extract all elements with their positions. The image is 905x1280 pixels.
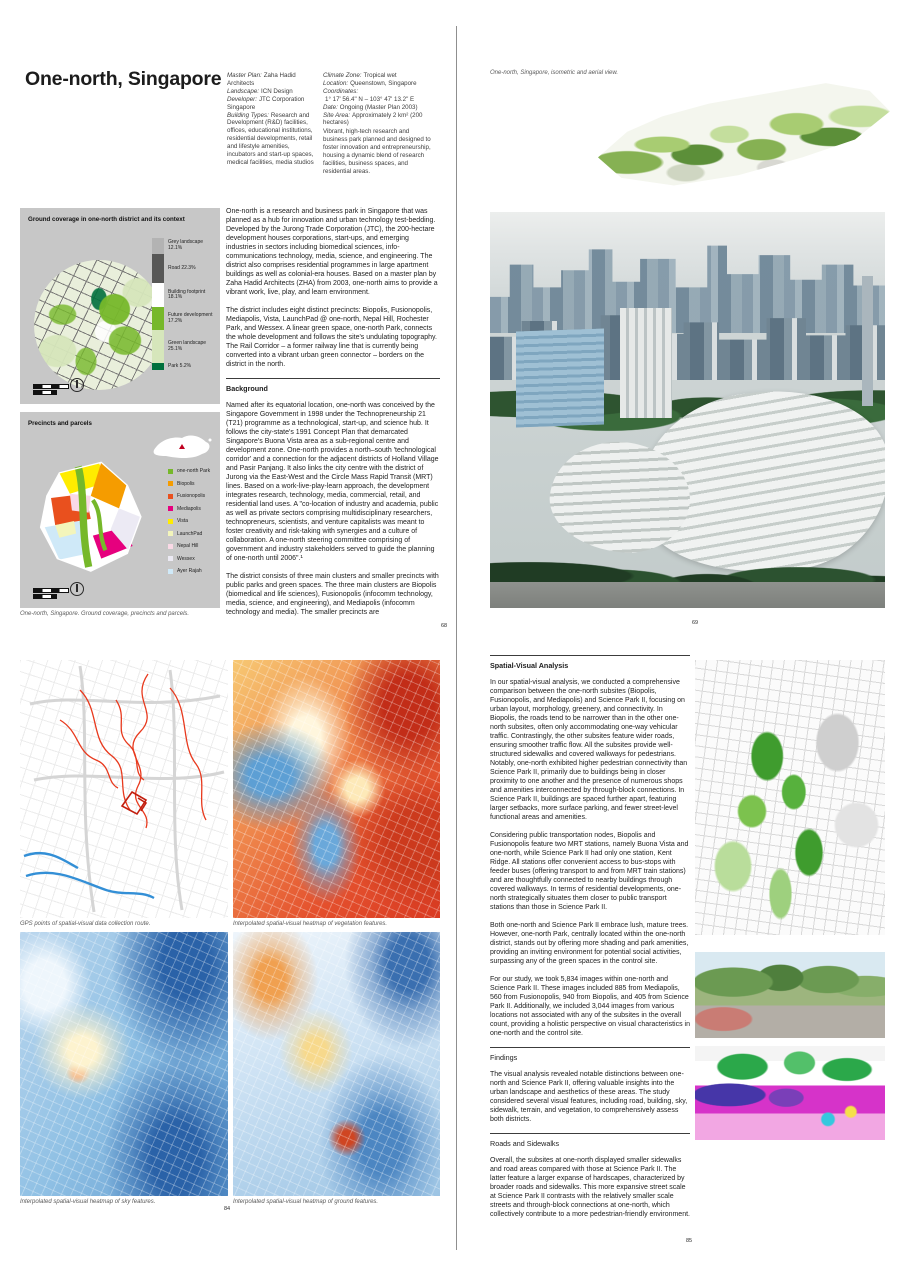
meta-line: Date: Ongoing (Master Plan 2003) — [323, 103, 418, 111]
city-skyline — [490, 238, 885, 333]
paragraph: Named after its equatorial location, one-north was conceived by the Singapore Government in 1998 under the Technopreneurship 21 (T21) programme as a technological, start-up, and science hub. It follows the city-state's 1991 Concept Plan that demarcated Singapore's Buona Vista area as a sub-regional centre and development zone. One-north provides a north–south 'technological corridor' and a connection for the adjacent districts of Holland Village and Pasir Panjang. It also links the city centre with the district of Jurong via the East-West and the Circle Mass Rapid Transit (MRT) lines. Based on a work-live-play-learn approach, the development integrates research, technology, media, commercial, retail, and residential land uses. A "co-location of industry and academia, public as well as private sectors comprising multidisciplinary researchers, technopreneurs, scientists, and venture capitalists was meant to foster creativity and risk-taking with synergies and a culture of collaboration. A one-north steering committee comprising of government and industry stakeholders served to guide the planning of one-north until 2006".¹ — [226, 402, 439, 562]
legend-item — [168, 493, 216, 499]
legend-label: Green landscape 25.1% — [168, 339, 207, 352]
legend-item — [168, 468, 216, 474]
roads-paragraphs — [490, 1156, 690, 1219]
ground-coverage-panel — [20, 208, 220, 404]
paragraph: In our spatial-visual analysis, we conducted a comprehensive comparison between the one-north subsites (Biopolis, Fusionopolis, and Mediapolis) and Science Park II, focusing on urban layout, morphology, greenery, and connectivity. In Biopolis, the roads tend to be narrower than in the other one-north subsites, often only accommodating one-way vehicular traffic. Contrastingly, the other subsites feature wider roads, ensuring smoother traffic flow. All the subsites provide well-structured sidewalks and covered walkways for pedestrians. Notably, one-north exhibited higher pedestrian connectivity than Science Park II, primarily due to buildings being in closer proximity to one another and the presence of numerous shops and amenities interconnected by through-block connections. In Science Park II, buildings are spaced further apart, featuring larger setbacks, more surface parking, and fewer street-level functional areas and amenities. — [490, 679, 688, 821]
street-panorama-photo — [695, 952, 885, 1038]
legend-label: Nepal Hill — [177, 543, 199, 549]
meta-line: Location: Queenstown, Singapore — [323, 79, 417, 87]
legend-label: Grey landscape 12.1% — [168, 239, 204, 251]
sky-heatmap — [20, 932, 228, 1196]
legend-label: Building footprint 18.1% — [168, 288, 206, 301]
legend-label: Mediapolis — [177, 505, 201, 512]
meta-summary: Vibrant, high-tech research and business park planned and designed to foster innovation and entrepreneurship, housing a dynamic blend of research facilities, business spaces, and residential areas. — [323, 128, 431, 175]
findings-heading: Findings — [490, 1053, 518, 1062]
legend-swatch — [168, 469, 173, 474]
legend-swatch — [168, 506, 173, 511]
aerial-photo — [490, 212, 885, 608]
meta-column-2 — [323, 72, 435, 127]
gps-routes — [20, 660, 228, 918]
panel-title: Precincts and parcels — [28, 420, 92, 427]
figure-caption: Interpolated spatial-visual heatmap of ground features. — [233, 1199, 379, 1205]
precincts-panel — [20, 412, 220, 608]
legend-item — [152, 363, 216, 370]
page-title: One-north, Singapore — [25, 68, 222, 90]
figure-caption: One-north, Singapore. Ground coverage, precincts and parcels. — [20, 611, 190, 617]
figure-caption: Interpolated spatial-visual heatmap of vegetation features. — [233, 921, 388, 927]
foreground-road — [490, 582, 885, 608]
legend-label: Ayer Rajah — [177, 568, 202, 574]
meta-line: Climate Zone: Tropical wet — [323, 72, 397, 79]
meta-line: Coordinates: — [323, 87, 359, 95]
legend-item — [168, 506, 216, 512]
segmented-image — [695, 1046, 885, 1140]
legend-label: Park 5.2% — [168, 362, 192, 369]
legend-label: Future development 17.2% — [168, 311, 213, 324]
paragraph: For our study, we took 5,834 images within one-north and Science Park II. These images included 885 from Mediapolis, 560 from Fusionopolis, 940 from Biopolis, and 405 from Science Park II. Additionally, we included 3,044 images from various locations not associated with any of the subsites in the overall count, providing a holistic perspective on visual characteristics in one-north and the control site. — [490, 976, 690, 1037]
intro-text — [226, 207, 440, 626]
page-number: 69 — [692, 620, 699, 626]
legend-swatch — [152, 254, 164, 283]
legend-swatch — [168, 569, 173, 574]
gps-route-map — [20, 660, 228, 918]
legend-item — [152, 283, 216, 307]
legend-swatch — [152, 238, 164, 254]
section-rule — [226, 378, 440, 379]
meta-line: Building Types: Research and Development (R&D) facilities, offices, educational institutions, residential developments, retail and lifestyle amenities, incubators and start-up spaces, medical facilities, media studios — [227, 111, 314, 166]
background-paragraphs — [226, 401, 440, 617]
precincts-legend — [168, 468, 216, 581]
legend-swatch — [168, 556, 173, 561]
section-rule — [490, 1133, 690, 1134]
paragraph: The district consists of three main clusters and smaller precincts with public parks and green spaces. The three main clusters are Biopolis (biomedical and life sciences), Fusionopolis (infocomm technology, media, science, and engineering), and Mediapolis (infocomm technology and media). The smaller precincts are — [226, 573, 439, 616]
page-divider — [456, 26, 457, 1250]
site-network-map — [695, 660, 885, 935]
ground-coverage-map — [34, 260, 164, 390]
legend-item — [152, 238, 216, 254]
legend-label: Fusionopolis — [177, 493, 206, 499]
figure-caption: GPS points of spatial-visual data collection route. — [20, 921, 151, 927]
vegetation-heatmap — [233, 660, 440, 918]
paragraph: Overall, the subsites at one-north displayed smaller sidewalks and road areas compared with those at Science Park II. The latter feature a larger expanse of hardscapes, characterized by broader roads and sidewalks. This more expansive street scale at Science Park II contrasts with the relatively smaller scale streets and through-block connections at one-north, which collectively contribute to a more pedestrian-friendly environment. — [490, 1157, 690, 1218]
intro-paragraphs — [226, 207, 440, 369]
page-number: 84 — [224, 1206, 231, 1212]
isometric-site-plan — [598, 78, 890, 206]
figure-caption: Interpolated spatial-visual heatmap of sky features. — [20, 1199, 156, 1205]
legend-swatch — [168, 481, 173, 486]
section-rule — [490, 655, 690, 656]
north-arrow-icon — [70, 378, 84, 392]
legend-swatch — [168, 544, 173, 549]
analysis-paragraphs — [490, 678, 690, 1038]
legend-label: Road 22.3% — [168, 264, 196, 271]
legend-item — [152, 307, 216, 330]
legend-item — [152, 254, 216, 283]
background-heading: Background — [226, 384, 268, 393]
legend-swatch — [152, 363, 164, 370]
analysis-text — [490, 655, 690, 1228]
legend-item — [152, 330, 216, 363]
legend-swatch — [152, 307, 164, 330]
north-arrow-icon — [70, 582, 84, 596]
meta-line: Developer: JTC Corporation Singapore — [227, 95, 305, 111]
precincts-map — [28, 454, 164, 590]
legend-item — [168, 543, 216, 549]
legend-item — [168, 518, 216, 524]
panel-title: Ground coverage in one-north district and its context — [28, 216, 185, 223]
legend-label: one-north Park — [177, 468, 211, 474]
legend-swatch — [168, 531, 173, 536]
paragraph: Considering public transportation nodes, Biopolis and Fusionopolis feature two MRT stations, namely Buona Vista and one-north, while Science Park II had only one station, Kent Ridge. All stations offer convenient access to bus-stops with feeder buses (offering transport to and from MRT train stations) and are thoughtfully connected to nearby buildings through covered walkways. In terms of residential developments, one-north strategically situates them closer to public transport stations than those in Science Park II. — [490, 832, 689, 911]
legend-item — [168, 556, 216, 562]
legend-swatch — [168, 494, 173, 499]
meta-line: 1° 17' 56.4" N – 103° 47' 13.2" E — [325, 95, 415, 103]
legend-swatch — [152, 330, 164, 363]
meta-line: Landscape: ICN Design — [227, 87, 293, 95]
paragraph: One-north is a research and business park in Singapore that was planned as a hub for innovation and urban technology test-bedding. Developed by the Jurong Trade Corporation (JTC), the 200-hectare development houses corporations, start-ups, and emerging industries in sectors including biomedical sciences, info-communications technology, media, science, and engineering. The district also comprises residential programmes in large apartment buildings as well as colonial-era houses. Based on a master plan by Zaha Hadid Architects (ZHA) from 2003, one-north aims to provide a vibrant work, live, play, and learn environment. — [226, 208, 438, 296]
ground-coverage-legend — [152, 238, 216, 370]
white-towers — [620, 308, 672, 418]
page-number: 85 — [686, 1238, 693, 1244]
legend-swatch — [152, 283, 164, 307]
page-number: 68 — [441, 623, 448, 629]
legend-item — [168, 481, 216, 487]
scale-bar — [33, 384, 69, 396]
legend-label: Biopolis — [177, 480, 195, 487]
meta-line: Site Area: Approximately 2 km² (200 hectares) — [323, 111, 423, 127]
ground-heatmap — [233, 932, 440, 1196]
paragraph: Both one-north and Science Park II embrace lush, mature trees. However, one-north Park, centrally located within the one-north district, stands out by offering more shading and park amenities, providing an inviting environment for potential social activities, surpassing any of the green spaces in the control site. — [490, 922, 689, 965]
meta-line: Master Plan: Zaha Hadid Architects — [227, 72, 296, 87]
findings-paragraphs — [490, 1070, 690, 1124]
meta-column-1 — [227, 72, 319, 167]
figure-caption: One-north, Singapore, isometric and aerial view. — [490, 70, 619, 76]
paragraph: The district includes eight distinct precincts: Biopolis, Fusionopolis, Mediapolis, Vista, LaunchPad @ one-north, Nepal Hill, Rochester Park, and Wessex. A linear green space, one-north Park, connects the whole development and follows the site's undulating topography. The Rail Corridor – a former railway line that is currently being converted into a vibrant urban green connector – borders on the district in the north. — [226, 307, 437, 368]
paragraph: The visual analysis revealed notable distinctions between one-north and Science Park II, offering valuable insights into the urban landscape and aesthetics of these areas. The study considered several visual features, including road, building, sky, sidewalk, terrain, and vegetation, to comprehensively assess both districts. — [490, 1071, 688, 1123]
spatial-visual-heading: Spatial-Visual Analysis — [490, 661, 569, 670]
scale-bar — [33, 588, 69, 600]
tall-tower — [862, 276, 873, 406]
legend-label: Wessex — [177, 555, 195, 562]
legend-label: Vista — [177, 518, 189, 524]
section-rule — [490, 1047, 690, 1048]
legend-item — [168, 531, 216, 537]
legend-swatch — [168, 519, 173, 524]
legend-item — [168, 568, 216, 574]
roads-heading: Roads and Sidewalks — [490, 1139, 560, 1148]
glass-building — [516, 328, 604, 427]
legend-label: LaunchPad — [177, 530, 203, 537]
